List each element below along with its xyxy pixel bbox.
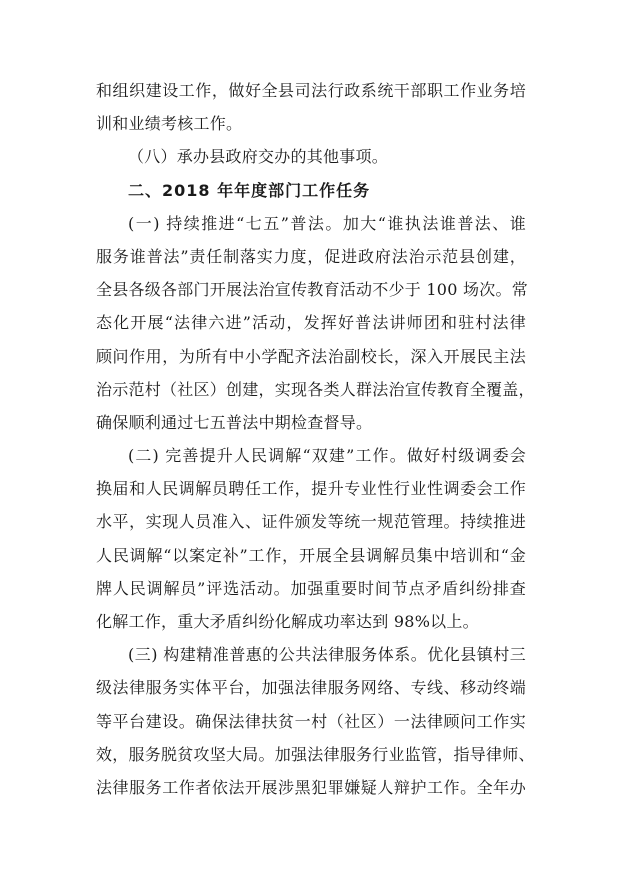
paragraph-line: 法律服务工作者依法开展涉黑犯罪嫌疑人辩护工作。全年办 bbox=[96, 777, 526, 797]
paragraph-line: 服务谁普法”责任制落实力度，促进政府法治示范县创建， bbox=[96, 246, 526, 266]
paragraph-line: 治示范村（社区）创建，实现各类人群法治宣传教育全覆盖， bbox=[96, 379, 535, 399]
paragraph-line: 人民调解“以案定补”工作，开展全县调解员集中培训和“金 bbox=[96, 545, 526, 565]
paragraph-line: 态化开展“法律六进”活动，发挥好普法讲师团和驻村法律 bbox=[96, 313, 526, 333]
paragraph-line: 水平，实现人员准入、证件颁发等统一规范管理。持续推进 bbox=[96, 512, 526, 532]
paragraph-line: 训和业绩考核工作。 bbox=[96, 114, 243, 134]
paragraph-line: 全县各级各部门开展法治宣传教育活动不少于 100 场次。常 bbox=[96, 280, 528, 300]
paragraph-line: (一) 持续推进“七五”普法。加大“谁执法谁普法、谁 bbox=[128, 213, 526, 233]
paragraph-line: 牌人民调解员”评选活动。加强重要时间节点矛盾纠纷排查 bbox=[96, 578, 526, 598]
paragraph-line: 级法律服务实体平台，加强法律服务网络、专线、移动终端 bbox=[96, 678, 526, 698]
paragraph-line: 效，服务脱贫攻坚大局。加强法律服务行业监管，指导律师、 bbox=[96, 744, 535, 764]
paragraph-line: 顾问作用，为所有中小学配齐法治副校长，深入开展民主法 bbox=[96, 346, 526, 366]
paragraph-line: (二) 完善提升人民调解“双建”工作。做好村级调委会 bbox=[128, 446, 526, 466]
section-heading: 二、2018 年年度部门工作任务 bbox=[128, 180, 371, 200]
paragraph-line: 和组织建设工作，做好全县司法行政系统干部职工作业务培 bbox=[96, 81, 526, 100]
paragraph-line: 等平台建设。确保法律扶贫一村（社区）一法律顾问工作实 bbox=[96, 711, 526, 731]
list-item-8: （八）承办县政府交办的其他事项。 bbox=[128, 147, 389, 167]
paragraph-line: (三) 构建精准普惠的公共法律服务体系。优化县镇村三 bbox=[128, 645, 526, 665]
paragraph-line: 确保顺利通过七五普法中期检查督导。 bbox=[96, 412, 373, 432]
paragraph-line: 化解工作，重大矛盾纠纷化解成功率达到 98%以上。 bbox=[96, 612, 479, 631]
document-body bbox=[96, 74, 535, 804]
paragraph-line: 换届和人民调解员聘任工作，提升专业性行业性调委会工作 bbox=[96, 479, 526, 499]
